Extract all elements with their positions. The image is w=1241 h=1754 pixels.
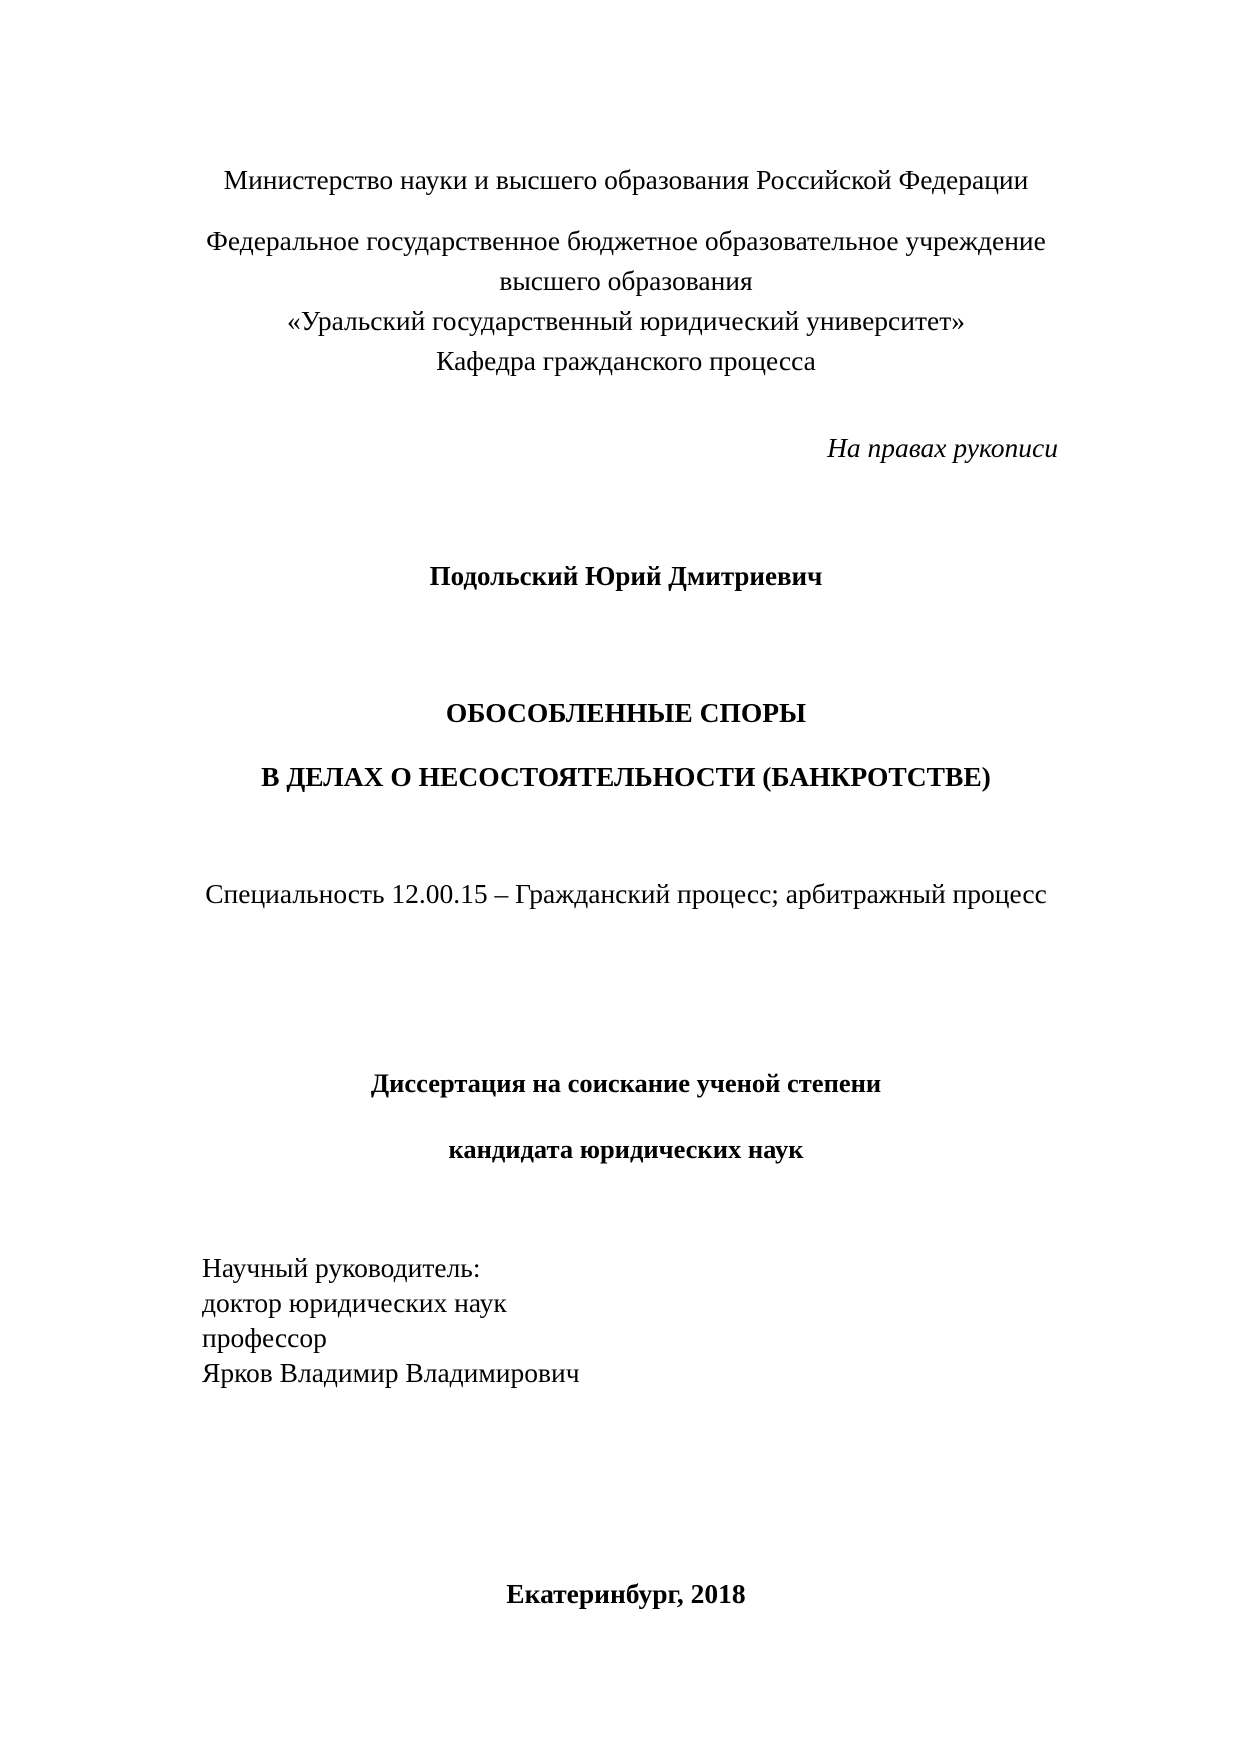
supervisor-full-name: Ярков Владимир Владимирович [202,1357,580,1388]
organization-line-2: высшего образования [499,265,753,296]
specialty-text: Специальность 12.00.15 – Гражданский процесс; арбитражный процесс [205,878,1047,909]
place-and-year-text: Екатеринбург, 2018 [506,1578,746,1609]
degree-line-2: кандидата юридических наук [448,1134,804,1164]
manuscript-rights-note [186,428,1066,468]
dissertation-title [186,693,1066,797]
author-full-name: Подольский Юрий Дмитриевич [429,561,823,591]
institution-header [186,160,1066,381]
supervisor-rank: профессор [202,1322,327,1353]
department-name: Кафедра гражданского процесса [436,345,816,376]
place-and-year [186,1574,1066,1614]
university-name: «Уральский государственный юридический университет» [287,305,965,336]
specialty-line [186,874,1066,914]
supervisor-degree: доктор юридических наук [202,1287,507,1318]
supervisor-block [202,1250,902,1390]
degree-statement [186,1063,1066,1169]
supervisor-label: Научный руководитель: [202,1252,481,1283]
degree-line-1: Диссертация на соискание ученой степени [370,1068,882,1098]
title-line-1: ОБОСОБЛЕННЫЕ СПОРЫ [445,697,807,728]
organization-line-1: Федеральное государственное бюджетное образовательное учреждение [206,225,1046,256]
ministry-line: Министерство науки и высшего образования Российской Федерации [223,164,1029,195]
manuscript-rights-text: На правах рукописи [827,432,1058,463]
title-line-2: В ДЕЛАХ О НЕСОСТОЯТЕЛЬНОСТИ (БАНКРОТСТВЕ) [261,761,991,792]
author-name-block [186,556,1066,596]
page-content [186,0,1066,1754]
